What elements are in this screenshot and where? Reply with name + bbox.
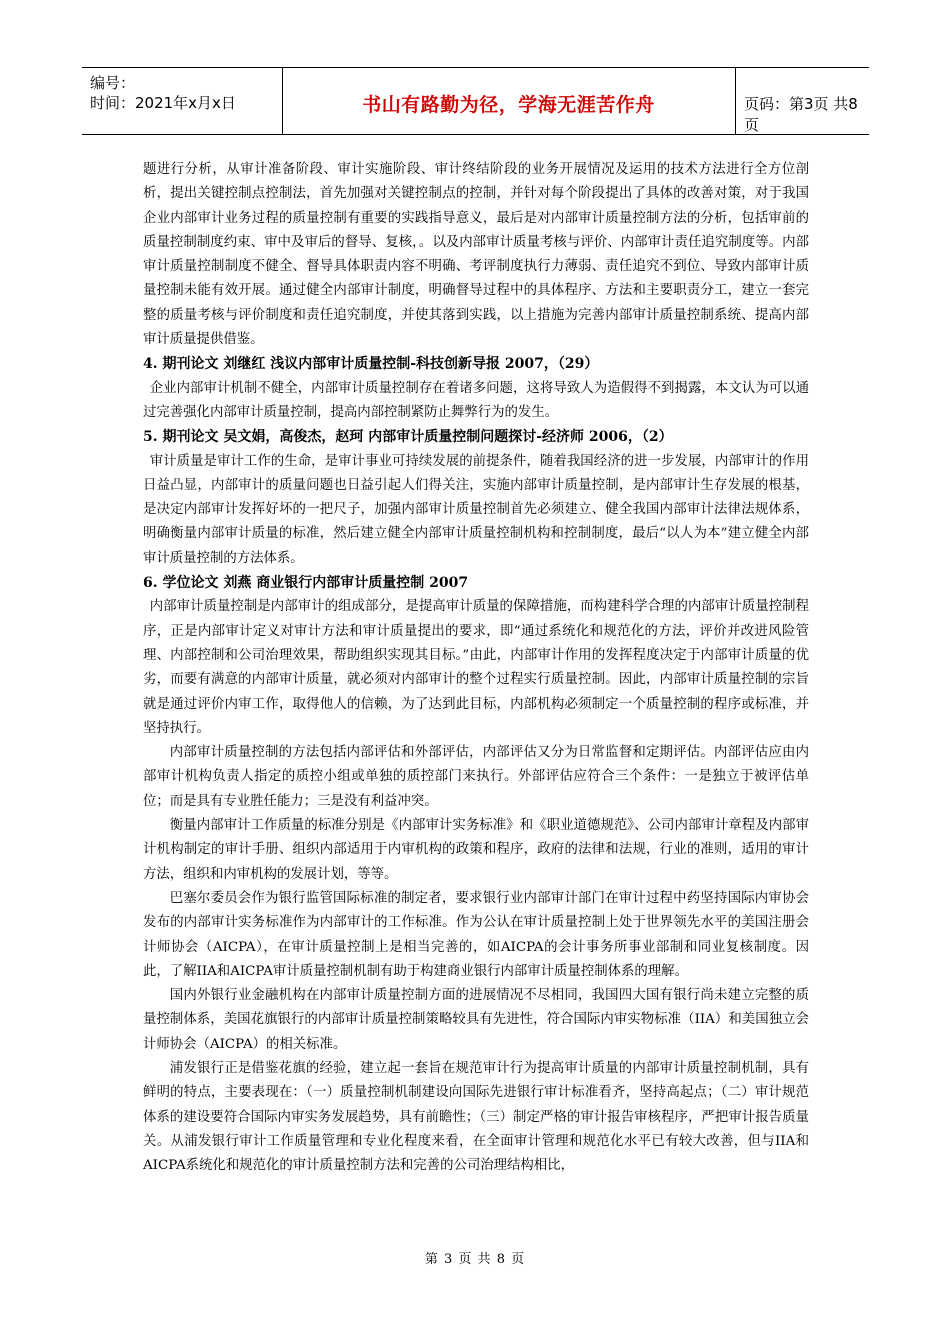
- reference-summary-6f: 浦发银行正是借鉴花旗的经验，建立起一套旨在规范审计行为提高审计质量的内部审计质量控制机制，具有鲜明的特点，主要表现在：（一）质量控制机制建设向国际先进银行审计标准看齐，坚持高起点；（二）审计规范体系的建设要符合国际内审实务发展趋势，具有前瞻性；（三）制定严格的审计报告审核程序，严把审计报告质量关。从浦发银行审计工作质量管理和专业化程度来看，在全面审计管理和规范化水平已有较大改善，但与IIA和AICPA系统化和规范化的审计质量控制方法和完善的公司治理结构相比，: [143, 1060, 809, 1174]
- reference-summary-6d: 巴塞尔委员会作为银行监管国际标准的制定者，要求银行业内部审计部门在审计过程中药坚持国际内审协会发布的内部审计实务标准作为内部审计的工作标准。作为公认在审计质量控制上处于世界领先水平的美国注册会计师协会（AICPA），在审计质量控制上是相当完善的，如AICPA的会计事务所事业部制和同业复核制度。因此，了解IIA和AICPA审计质量控制机制有助于构建商业银行内部审计质量控制体系的理解。: [143, 890, 809, 979]
- reference-summary-5: 审计质量是审计工作的生命，是审计事业可持续发展的前提条件，随着我国经济的进一步发展，内部审计的作用日益凸显，内部审计的质量问题也日益引起人们得关注，实施内部审计质量控制，是内部审计生存发展的根基，是决定内部审计发挥好坏的一把尺子，加强内部审计质量控制首先必须建立、健全我国内部审计法律法规体系，明确衡量内部审计质量的标准，然后建立健全内部审计质量控制机构和控制制度，最后“以人为本”建立健全内部审计质量控制的方法体系。: [143, 453, 809, 566]
- page-footer: 第 3 页 共 8 页: [424, 1252, 526, 1267]
- document-header: [82, 67, 869, 135]
- header-motto-cell: [282, 68, 736, 134]
- reference-heading-4: 4. 期刊论文 刘继红 浅议内部审计质量控制-科技创新导报 2007，（29）: [143, 356, 599, 373]
- header-page-info: 页码：第3页 共8页: [744, 95, 858, 134]
- document-body: [143, 158, 809, 1178]
- document-number-label: 编号：: [90, 74, 136, 92]
- header-motto: 书山有路勤为径，学海无涯苦作舟: [362, 94, 655, 116]
- reference-summary-6b: 内部审计质量控制的方法包括内部评估和外部评估，内部评估又分为日常监督和定期评估。内部评估应由内部审计机构负责人指定的质控小组或单独的质控部门来执行。外部评估应符合三个条件：一是独立于被评估单位；而是具有专业胜任能力；三是没有利益冲突。: [143, 745, 809, 809]
- reference-summary-6e: 国内外银行业金融机构在内部审计质量控制方面的进展情况不尽相同，我国四大国有银行尚未建立完整的质量控制体系，美国花旗银行的内部审计质量控制策略较具有先进性，符合国际内审实物标准（IIA）和美国独立会计师协会（AICPA）的相关标准。: [143, 988, 809, 1052]
- reference-summary-6c: 衡量内部审计工作质量的标准分别是《内部审计实务标准》和《职业道德规范》、公司内部审计章程及内部审计机构制定的审计手册、组织内部适用于内审机构的政策和程序，政府的法律和法规，行业的准则，适用的审计方法，组织和内审机构的发展计划，等等。: [143, 818, 809, 882]
- reference-summary-4: 企业内部审计机制不健全，内部审计质量控制存在着诸多问题，这将导致人为造假得不到揭露，本文认为可以通过完善强化内部审计质量控制，提高内部控制紧防止舞弊行为的发生。: [143, 380, 809, 420]
- header-meta-cell: [82, 68, 283, 134]
- reference-heading-6: 6. 学位论文 刘燕 商业银行内部审计质量控制 2007: [143, 575, 469, 592]
- header-page-cell: [735, 68, 869, 134]
- reference-heading-5: 5. 期刊论文 吴文娟，高俊杰，赵珂 内部审计质量控制问题探讨-经济师 2006，（2）: [143, 429, 673, 446]
- intro-paragraph: 题进行分析，从审计准备阶段、审计实施阶段、审计终结阶段的业务开展情况及运用的技术方法进行全方位剖析，提出关键控制点控制法，首先加强对关键控制点的控制，并针对每个阶段提出了具体的改善对策，对于我国企业内部审计业务过程的质量控制有重要的实践指导意义，最后是对内部审计质量控制方法的分析，包括审前的质量控制制度约束、审中及审后的督导、复核，。以及内部审计质量考核与评价、内部审计责任追究制度等。内部审计质量控制制度不健全、督导具体职责内容不明确、考评制度执行力薄弱、责任追究不到位、导致内部审计质量控制未能有效开展。通过健全内部审计制度，明确督导过程中的具体程序、方法和主要职责分工，建立一套完整的质量考核与评价制度和责任追究制度，并使其落到实践，以上措施为完善内部审计质量控制系统、提高内部审计质量提供借鉴。: [143, 162, 809, 348]
- document-time-label: 时间：2021年x月x日: [90, 94, 236, 112]
- reference-summary-6a: 内部审计质量控制是内部审计的组成部分，是提高审计质量的保障措施，而构建科学合理的内部审计质量控制程序，正是内部审计定义对审计方法和审计质量提出的要求，即“通过系统化和规范化的方法，评价并改进风险管理、内部控制和公司治理效果，帮助组织实现其目标。”由此，内部审计作用的发挥程度决定于内部审计质量的优劣，而要有满意的内部审计质量，就必须对内部审计的整个过程实行质量控制。因此，内部审计质量控制的宗旨就是通过评价内审工作，取得他人的信赖，为了达到此目标，内部机构必须制定一个质量控制的程序或标准，并坚持执行。: [143, 599, 809, 736]
